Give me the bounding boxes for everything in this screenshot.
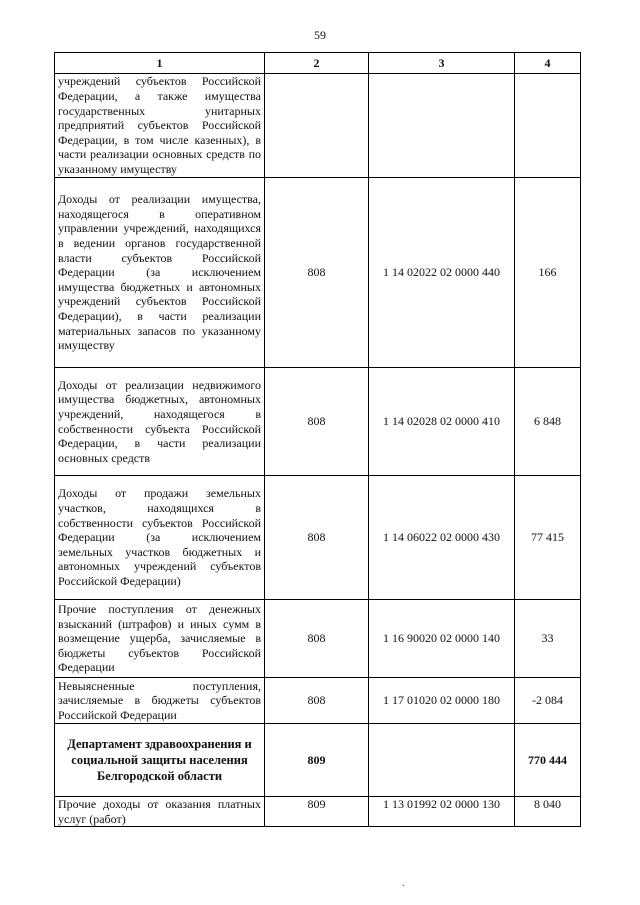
column-header-4: 4: [515, 53, 581, 74]
row-amount: 33: [515, 600, 581, 678]
table-header-row: [55, 53, 581, 74]
department-income-code: [369, 724, 515, 797]
row-admin-code: 808: [265, 368, 369, 476]
row-amount: -2 084: [515, 678, 581, 724]
row-amount: 77 415: [515, 476, 581, 600]
row-admin-code: 808: [265, 476, 369, 600]
row-amount: 8 040: [515, 797, 581, 827]
row-description: Прочие доходы от оказания платных услуг (работ): [55, 797, 265, 827]
table-row: [55, 368, 581, 476]
row-admin-code: 809: [265, 797, 369, 827]
column-header-3: 3: [369, 53, 515, 74]
row-description: Доходы от реализации имущества, находящегося в оперативном управлении учреждений, находящихся в ведении органов государственной власти субъектов Российской Федерации (за исключением имущества бюджетных и автономных учреждений субъектов Российской Федерации), в части реализации материальных запасов по указанному имуществу: [55, 178, 265, 368]
department-amount: 770 444: [515, 724, 581, 797]
table-row: [55, 678, 581, 724]
table-row: [55, 178, 581, 368]
row-income-code: 1 14 02028 02 0000 410: [369, 368, 515, 476]
footer-mark: .: [402, 878, 405, 889]
row-amount: 166: [515, 178, 581, 368]
department-admin-code: 809: [265, 724, 369, 797]
row-admin-code: [265, 74, 369, 178]
department-row: [55, 724, 581, 797]
column-header-2: 2: [265, 53, 369, 74]
row-admin-code: 808: [265, 600, 369, 678]
budget-revenue-table: [54, 52, 581, 827]
row-income-code: 1 16 90020 02 0000 140: [369, 600, 515, 678]
department-name: Департамент здравоохранения и социальной защиты населения Белгородской области: [55, 724, 265, 797]
row-description: Невыясненные поступления, зачисляемые в бюджеты субъектов Российской Федерации: [55, 678, 265, 724]
row-admin-code: 808: [265, 178, 369, 368]
row-amount: 6 848: [515, 368, 581, 476]
table-row: [55, 476, 581, 600]
table-row: [55, 74, 581, 178]
table-row: [55, 600, 581, 678]
row-description: Доходы от продажи земельных участков, находящихся в собственности субъектов Российской Федерации (за исключением земельных участков бюджетных и автономных учреждений субъектов Российской Федерации): [55, 476, 265, 600]
row-description: учреждений субъектов Российской Федерации, а также имущества государственных унитарных предприятий субъектов Российской Федерации, в том числе казенных), в части реализации основных средств по указанному имуществу: [55, 74, 265, 178]
row-amount: [515, 74, 581, 178]
row-income-code: 1 13 01992 02 0000 130: [369, 797, 515, 827]
row-income-code: [369, 74, 515, 178]
row-income-code: 1 14 06022 02 0000 430: [369, 476, 515, 600]
row-income-code: 1 17 01020 02 0000 180: [369, 678, 515, 724]
column-header-1: 1: [55, 53, 265, 74]
table-row: [55, 797, 581, 827]
row-description: Доходы от реализации недвижимого имущества бюджетных, автономных учреждений, находящегося в собственности субъекта Российской Федерации, в части реализации основных средств: [55, 368, 265, 476]
row-admin-code: 808: [265, 678, 369, 724]
row-description: Прочие поступления от денежных взысканий (штрафов) и иных сумм в возмещение ущерба, зачисляемые в бюджеты субъектов Российской Федерации: [55, 600, 265, 678]
row-income-code: 1 14 02022 02 0000 440: [369, 178, 515, 368]
page-number: 59: [314, 28, 326, 42]
